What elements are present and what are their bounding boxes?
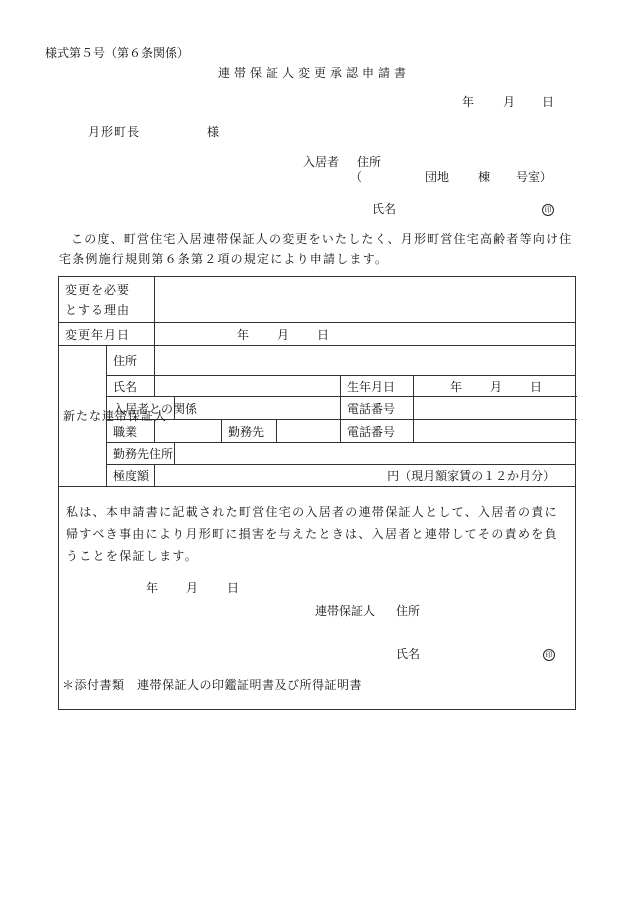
phone-input-1[interactable] [414, 397, 576, 420]
danchi-label: 団地 [425, 170, 450, 184]
workplace-address-input[interactable] [175, 443, 576, 465]
limit-label: 極度額 [107, 465, 155, 487]
phone-label-2: 電話番号 [341, 420, 414, 443]
form-number: 様式第５号（第６条関係） [45, 46, 190, 60]
occupation-label: 職業 [107, 420, 155, 443]
reason-input[interactable] [155, 277, 576, 323]
honorific: 様 [207, 125, 220, 139]
date-year-label: 年 [462, 95, 475, 109]
guarantor-address-label: 住所 [107, 346, 155, 376]
applicant-seal [542, 201, 554, 216]
intro-paragraph: この度、町営住宅入居連帯保証人の変更をいたしたく、月形町営住宅高齢者等向け住宅条例施行規則第６条第２項の規定により申請します。 [59, 232, 573, 266]
workplace-address-label: 勤務先住所 [107, 443, 175, 465]
applicant-name-label: 氏名 [372, 202, 397, 216]
guarantor-name-label: 氏名 [107, 376, 155, 397]
statement-year: 年 [146, 581, 159, 595]
change-date-day: 日 [317, 327, 330, 342]
reason-label-cell [59, 277, 155, 323]
dob-month: 月 [490, 379, 503, 394]
change-date-input[interactable] [155, 323, 576, 346]
dob-label: 生年月日 [341, 376, 414, 397]
guarantor-name-input[interactable] [155, 376, 341, 397]
addressee: 月形町長 [88, 125, 141, 139]
paren-open: （ [350, 170, 363, 184]
change-date-year: 年 [237, 327, 250, 342]
statement-address-label: 住所 [396, 604, 421, 618]
change-date-label: 変更年月日 [59, 323, 155, 346]
document-title: 連帯保証人変更承認申請書 [218, 66, 411, 80]
dob-day: 日 [530, 379, 543, 394]
statement-seal-mark: 印 [543, 649, 555, 661]
workplace-input[interactable] [277, 420, 341, 443]
limit-input[interactable] [155, 465, 576, 487]
limit-unit-note: 円（現月額家賃の１２か月分） [387, 469, 556, 483]
relation-label: 入居者との関係 [107, 397, 175, 420]
relation-input[interactable] [175, 397, 341, 420]
new-guarantor-label: 新たな連帯保証人 [59, 346, 107, 487]
guarantor-address-input[interactable] [155, 346, 576, 376]
dob-year: 年 [450, 379, 463, 394]
date-day-label: 日 [542, 95, 555, 109]
workplace-label: 勤務先 [222, 420, 277, 443]
statement-name-label: 氏名 [396, 647, 421, 661]
statement-day: 日 [227, 581, 240, 595]
statement-seal [543, 646, 555, 661]
statement-month: 月 [186, 581, 199, 595]
dob-input[interactable] [414, 376, 576, 397]
phone-input-2[interactable] [414, 420, 576, 443]
seal-mark: 印 [542, 204, 554, 216]
reason-label-line1: 変更を必要 [65, 282, 131, 297]
building-label: 棟 [478, 170, 491, 184]
guarantor-statement-text: 私は、本申請書に記載された町営住宅の入居者の連帯保証人として、入居者の責に帰すべき事由により月形町に損害を与えたときは、入居者と連帯してその責めを負うことを保証します。 [66, 505, 558, 563]
applicant-address-label: 住所 [357, 155, 382, 169]
date-month-label: 月 [503, 95, 516, 109]
reason-label-line2: とする理由 [65, 302, 131, 317]
phone-label-1: 電話番号 [341, 397, 414, 420]
statement-guarantor-label: 連帯保証人 [315, 604, 376, 618]
attachments-footnote: ＊添付書類 連帯保証人の印鑑証明書及び所得証明書 [62, 678, 363, 692]
applicant-role-label: 入居者 [303, 155, 340, 169]
application-form-table [58, 276, 576, 710]
room-label: 号室） [516, 170, 553, 184]
change-date-month: 月 [277, 327, 290, 342]
